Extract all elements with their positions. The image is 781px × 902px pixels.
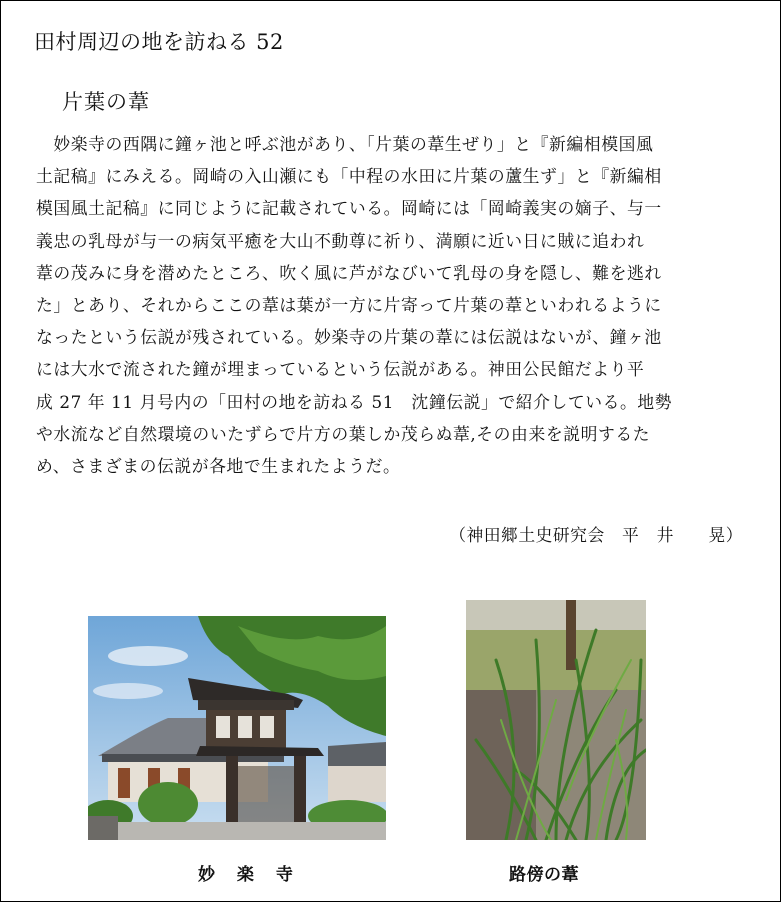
body-paragraph [36, 128, 748, 482]
page-title: 田村周辺の地を訪ねる 52 [34, 30, 284, 54]
paragraph-line: 義忠の乳母が与一の病気平癒を大山不動尊に祈り、満願に近い日に賊に追われ [36, 230, 645, 251]
section-heading: 片葉の葦 [62, 90, 150, 114]
photo-caption: 妙 楽 寺 [198, 865, 301, 885]
author-credit: （神田郷土史研究会 平 井 晃） [449, 525, 743, 545]
photo-caption: 路傍の葦 [509, 865, 579, 885]
paragraph-line: 模国風土記稿』に同じように記載されている。岡崎には「岡崎義実の嫡子、与一 [36, 198, 662, 219]
paragraph-line: め、さまざまの伝説が各地で生まれたようだ。 [36, 455, 401, 476]
paragraph-line: 成 27 年 11 月号内の「田村の地を訪ねる 51 沈鐘伝説」で紹介している。地勢 [36, 391, 673, 412]
paragraph-line: 妙楽寺の西隅に鐘ヶ池と呼ぶ池があり、「片葉の葦生ぜり」と『新編相模国風 [36, 134, 654, 154]
paragraph-line: 葦の茂みに身を潜めたところ、吹く風に芦がなびいて乳母の身を隠し、難を逃れ [36, 262, 662, 283]
paragraph-line: た」とあり、それからここの葦は葉が一方に片寄って片葉の葦といわれるように [36, 294, 662, 315]
paragraph-line: 土記稿』にみえる。岡崎の入山瀬にも「中程の水田に片葉の蘆生ず」と『新編相 [36, 166, 662, 187]
reeds-photo [466, 600, 646, 840]
paragraph-line: なったという伝説が残されている。妙楽寺の片葉の葦には伝説はないが、鐘ヶ池 [36, 327, 662, 348]
paragraph-line: には大水で流された鐘が埋まっているという伝説がある。神田公民館だより平 [36, 359, 645, 380]
temple-gate-photo [88, 616, 386, 840]
paragraph-line: や水流など自然環境のいたずらで片方の葉しか茂らぬ葦,その由来を説明するた [36, 423, 651, 444]
